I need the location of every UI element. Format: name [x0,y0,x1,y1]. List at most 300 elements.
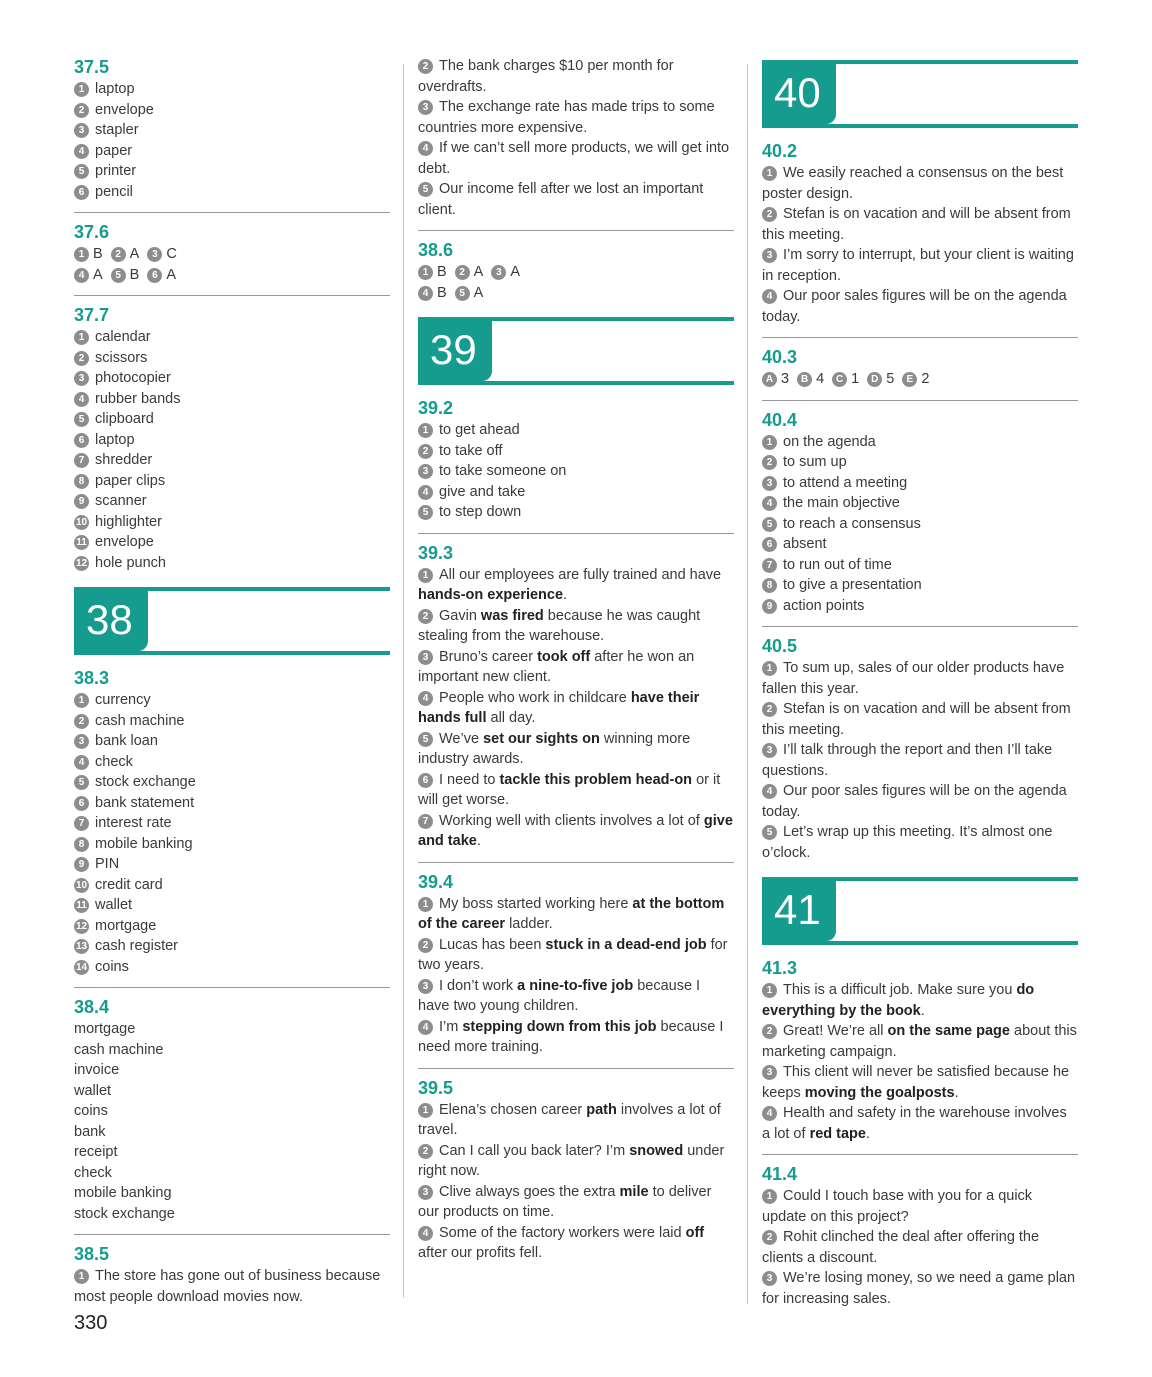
answer-item [74,916,390,937]
number-badge: 3 [418,464,433,479]
number-badge: 3 [418,1185,433,1200]
answer-text: Some of the factory workers were laid [439,1224,686,1241]
answer-highlight: tackle this problem head-on [499,771,693,788]
number-badge: 4 [762,289,777,304]
answer-pair [902,369,929,390]
answer-text: I don’t work [439,977,518,994]
number-badge: 10 [75,879,88,891]
answer-text: action points [783,597,865,614]
section-title: 37.6 [74,222,110,242]
answer-item: cash machine [74,1041,164,1058]
answer-text: If we can’t sell more products, we will get into debt. [418,140,730,177]
number-badge: 11 [74,535,89,550]
unit-rule-bottom [74,651,390,655]
answer-item: mortgage [74,1021,136,1037]
number-badge: 7 [74,453,89,468]
answer-pair [867,369,894,390]
answer-item [74,120,390,141]
unit-header-39 [418,317,734,385]
answer-pairs [74,244,390,285]
answer-item [74,532,390,553]
answer-text: This client will never be satisfied because he keeps [762,1064,1070,1101]
answer-pair [111,244,140,265]
answer-item [74,450,390,471]
number-badge: 14 [75,961,88,973]
answer-text: Stefan is on vacation and will be absent from this meeting. [762,206,1071,243]
answer-text: . [476,833,481,849]
answer-pair [147,265,176,286]
answer-text: Elena’s chosen career [439,1101,587,1118]
answer-item [418,1182,734,1223]
answer-text: 1 [851,371,860,387]
answer-highlight: snowed [629,1142,684,1159]
answer-item [74,389,390,410]
number-badge: 8 [74,837,89,852]
answer-item [74,368,390,389]
answer-pair [797,369,824,390]
number-badge: 1 [74,693,89,708]
answer-highlight: have their hands full [418,689,700,726]
answer-item [74,512,390,533]
answer-text: People who work in childcare [439,689,631,706]
answer-item [418,138,734,179]
answer-text: photocopier [95,370,171,386]
section-39-2 [418,397,734,523]
section-title: 37.5 [74,57,110,77]
column-divider-1 [403,64,404,1298]
answer-item [418,97,734,138]
answer-item [762,822,1078,863]
section-38-5 [74,1243,390,1307]
answer-text: Bruno’s career [439,648,538,665]
answer-item [418,179,734,220]
number-badge: 1 [762,166,777,181]
number-badge: 7 [762,558,777,573]
number-badge: 2 [762,1024,777,1039]
answer-text: scanner [95,493,147,509]
number-badge: 3 [762,1271,777,1286]
number-badge: 2 [762,455,777,470]
answer-text: stock exchange [95,774,196,790]
answer-text: B [437,264,447,280]
answer-item [74,772,390,793]
answer-text: Our income fell after we lost an important client. [418,181,704,218]
answer-item [762,1186,1078,1227]
answer-item [418,1141,734,1182]
answer-item [418,647,734,688]
number-badge: 4 [418,485,433,500]
answer-text: winning more industry awards. [418,730,691,767]
answer-pair [762,369,789,390]
number-badge: 1 [418,568,433,583]
number-badge: 6 [147,268,162,283]
number-badge: 4 [418,1020,433,1035]
number-badge: 1 [762,661,777,676]
answer-text: B [129,266,140,283]
divider [762,626,1078,627]
answer-text: The store has gone out of business because most people download movies now. [74,1268,381,1305]
answer-text: check [95,753,133,770]
number-badge: 4 [762,496,777,511]
answer-text: because I need more training. [418,1018,724,1055]
answer-pair [455,262,484,283]
answer-item: stock exchange [74,1205,175,1222]
number-badge: 7 [418,814,433,829]
section-title: 40.3 [762,347,798,367]
answer-list [418,56,734,220]
number-badge: 5 [74,775,89,790]
answer-text: To sum up, sales of our older products have fallen this year. [762,660,1065,697]
number-badge: 2 [418,609,433,624]
answer-item [418,1223,734,1264]
answer-text: paper clips [95,472,166,489]
number-badge: 1 [762,435,777,450]
answer-text: . [563,587,568,603]
divider [74,295,390,296]
number-badge: 4 [418,1226,433,1241]
answer-item [762,473,1078,494]
number-badge: 4 [418,286,433,301]
answer-text: absent [783,536,827,552]
answer-text: A [166,266,177,283]
answer-item [418,606,734,647]
number-badge: 4 [74,144,89,159]
answer-item [418,441,734,462]
answer-item [418,1100,734,1141]
divider [762,1154,1078,1155]
number-badge: 5 [111,268,126,283]
number-badge: 2 [74,103,89,118]
unit-number: 38 [74,587,148,651]
section-title: 38.3 [74,668,110,688]
number-badge: 4 [762,1106,777,1121]
number-badge: 5 [762,517,777,532]
answer-text: This is a difficult job. Make sure you [783,982,1017,998]
answer-text: paper [95,142,133,159]
number-badge: A [762,372,777,387]
section-37-5 [74,56,390,202]
section-title: 39.3 [418,542,454,563]
answer-text: to run out of time [783,556,892,573]
number-badge: 1 [418,265,433,280]
section-38-4 [74,996,390,1224]
answer-item [74,895,390,916]
answer-text: Lucas has been [439,936,546,953]
answer-item [418,461,734,482]
answer-item [418,729,734,770]
answer-text: C [166,246,177,262]
answer-text: . [920,1002,925,1019]
number-badge: 1 [418,423,433,438]
answer-highlight: hands-on experience [418,587,564,603]
answer-text: A [129,246,140,262]
answer-item [762,555,1078,576]
number-badge: 2 [762,702,777,717]
number-badge: 1 [762,1189,777,1204]
answer-pair [832,369,859,390]
number-badge: 4 [418,691,433,706]
answer-text: printer [95,163,137,179]
answer-list [74,79,390,202]
number-badge: 2 [111,247,126,262]
answer-item [418,894,734,935]
answer-item [762,286,1078,327]
answer-item [762,699,1078,740]
answer-highlight: at the bottom of the career [418,895,725,932]
answer-text: involves a lot of travel. [418,1101,721,1138]
section-41-3 [762,957,1078,1144]
answer-text: All our employees are fully trained and have [439,566,722,583]
answer-text: Great! We’re all [783,1023,888,1039]
answer-item [74,936,390,957]
number-badge: 3 [762,743,777,758]
answer-highlight: give and take [418,812,733,849]
answer-text: A [93,266,103,283]
answer-highlight: red tape [809,1125,866,1142]
number-badge: B [797,372,812,387]
answer-text: mortgage [95,917,157,934]
answer-text: Stefan is on vacation and will be absent from this meeting. [762,701,1071,738]
number-badge: C [832,372,847,387]
answer-text: rubber bands [95,390,181,407]
unit-number: 41 [762,877,836,941]
answer-item [762,596,1078,617]
answer-highlight: stepping down from this job [462,1018,657,1035]
answer-item [74,854,390,875]
number-badge: 9 [74,494,89,509]
answer-item [418,502,734,523]
answer-text: under right now. [418,1142,725,1179]
divider [762,337,1078,338]
divider [74,212,390,213]
answer-item [74,348,390,369]
answer-highlight: on the same page [887,1023,1010,1039]
answer-item [74,793,390,814]
answer-text: We’ve [439,730,484,747]
number-badge: 1 [74,1269,89,1284]
answer-item [762,493,1078,514]
answer-text: hole punch [95,554,166,571]
number-badge: 5 [74,412,89,427]
answer-text: envelope [95,534,154,550]
answer-text: after he won an important new client. [418,648,695,685]
answer-item: invoice [74,1062,120,1078]
answer-pair [147,244,176,265]
answer-text: all day. [486,710,536,726]
answer-text: calendar [95,329,151,345]
section-title: 39.4 [418,871,454,892]
section-40-3 [762,346,1078,390]
number-badge: 1 [762,983,777,998]
number-badge: 4 [74,755,89,770]
section-37-7 [74,304,390,573]
answer-list [74,690,390,977]
answer-item: coins [74,1103,108,1119]
answer-list [762,1186,1078,1309]
column-3 [762,56,1078,1309]
answer-text: A [510,264,521,280]
divider [418,230,734,231]
unit-rule-bottom [418,381,734,385]
answer-pair [74,244,103,265]
unit-rule-bottom [762,941,1078,945]
divider [418,533,734,534]
divider [74,1234,390,1235]
answer-text: cash register [95,938,179,954]
section-38-3 [74,667,390,977]
answer-item [74,430,390,451]
number-badge: 2 [418,938,433,953]
answer-item [74,957,390,978]
unit-header-40 [762,60,1078,128]
section-38-5-continued [418,56,734,220]
answer-text: Our poor sales figures will be on the agenda today. [762,288,1067,325]
answer-pair [455,283,484,304]
answer-item [74,1266,390,1307]
number-badge: 6 [762,537,777,552]
answer-row [418,283,734,304]
answer-text: B [437,284,447,301]
answer-text: The bank charges $10 per month for overdrafts. [418,58,674,95]
answer-text: PIN [95,856,120,872]
answer-text: credit card [95,876,163,893]
answer-text: about this marketing campaign. [762,1023,1077,1060]
answer-text: to step down [439,504,522,520]
answer-list [762,163,1078,327]
answer-text: We easily reached a consensus on the best poster design. [762,165,1064,202]
answer-item [762,658,1078,699]
section-37-6 [74,221,390,285]
section-title: 38.5 [74,1244,110,1264]
answer-item [74,471,390,492]
section-40-4 [762,409,1078,617]
answer-text: My boss started working here [439,895,633,912]
answer-item [762,1227,1078,1268]
answer-text: wallet [95,897,133,913]
answer-item [74,834,390,855]
number-badge: 3 [418,979,433,994]
answer-item [74,711,390,732]
answer-text: to give a presentation [783,577,922,593]
answer-item [74,100,390,121]
column-1 [74,56,390,1307]
number-badge: 2 [74,351,89,366]
answer-list [762,432,1078,617]
answer-pairs [418,262,734,303]
answer-item [74,327,390,348]
answer-highlight: path [586,1101,617,1118]
answer-item: check [74,1164,112,1181]
answer-text: I need to [439,771,500,788]
unit-number: 39 [418,317,492,381]
number-badge: 2 [762,207,777,222]
number-badge: 3 [74,371,89,386]
answer-text: 4 [816,371,825,387]
answer-text: to sum up [783,454,847,470]
answer-item: mobile banking [74,1185,172,1201]
answer-item [74,79,390,100]
number-badge: 1 [74,330,89,345]
answer-text: currency [95,692,151,708]
section-40-2 [762,140,1078,327]
column-2 [418,56,734,1264]
answer-text: mobile banking [95,835,193,852]
answer-pair [418,262,447,283]
answer-item [762,514,1078,535]
number-badge: 3 [74,734,89,749]
answer-item [74,409,390,430]
answer-pairs [762,369,1078,390]
number-badge: D [867,372,882,387]
answer-text: to reach a consensus [783,515,921,532]
answer-text: to take off [439,442,503,459]
page-number: 330 [74,1312,108,1334]
answer-item [762,980,1078,1021]
answer-text: A [473,264,484,280]
answer-pair [111,265,140,286]
section-39-4 [418,871,734,1058]
answer-text: to take someone on [439,463,567,479]
answer-highlight: a nine-to-five job [517,977,634,994]
answer-text: Gavin [439,607,481,624]
number-badge: 5 [418,732,433,747]
answer-item [762,1103,1078,1144]
answer-text: scissors [95,349,148,366]
answer-row [74,265,390,286]
answer-text: clipboard [95,411,154,427]
answer-highlight: set our sights on [483,730,600,747]
number-badge: 6 [74,796,89,811]
answer-text: bank statement [95,794,195,811]
section-39-5 [418,1077,734,1264]
column-divider-2 [747,64,748,1304]
number-badge: 4 [74,392,89,407]
answer-highlight: took off [537,648,591,665]
answer-text: laptop [95,81,135,97]
number-badge: 9 [74,857,89,872]
number-badge: 2 [455,265,470,280]
number-badge: 3 [74,123,89,138]
number-badge: 3 [762,476,777,491]
answer-text: stapler [95,122,139,138]
answer-item [418,56,734,97]
answer-item [762,1062,1078,1103]
answer-item [762,204,1078,245]
answer-text: ladder. [505,916,553,932]
answer-text: coins [95,958,129,975]
number-badge: 13 [75,941,88,952]
number-badge: 2 [74,714,89,729]
answer-text: Working well with clients involves a lot of [439,812,704,829]
answer-text: I’ll talk through the report and then I’ll take questions. [762,742,1053,779]
number-badge: 5 [74,164,89,179]
number-badge: 4 [418,141,433,156]
answer-highlight: moving the goalposts [804,1084,955,1101]
answer-item: wallet [74,1082,112,1099]
answer-item: bank [74,1123,106,1140]
answer-item [762,1268,1078,1309]
answer-text: because I have two young children. [418,977,701,1014]
answer-item [762,781,1078,822]
section-title: 40.4 [762,409,798,430]
answer-text: Rohit clinched the deal after offering the clients a discount. [762,1229,1040,1266]
answer-text: I’m sorry to interrupt, but your client is waiting in reception. [762,247,1074,284]
answer-text: Our poor sales figures will be on the agenda today. [762,783,1067,820]
answer-text: I’m [439,1018,463,1035]
answer-item [74,553,390,574]
answer-item [74,752,390,773]
section-title: 41.4 [762,1164,798,1184]
